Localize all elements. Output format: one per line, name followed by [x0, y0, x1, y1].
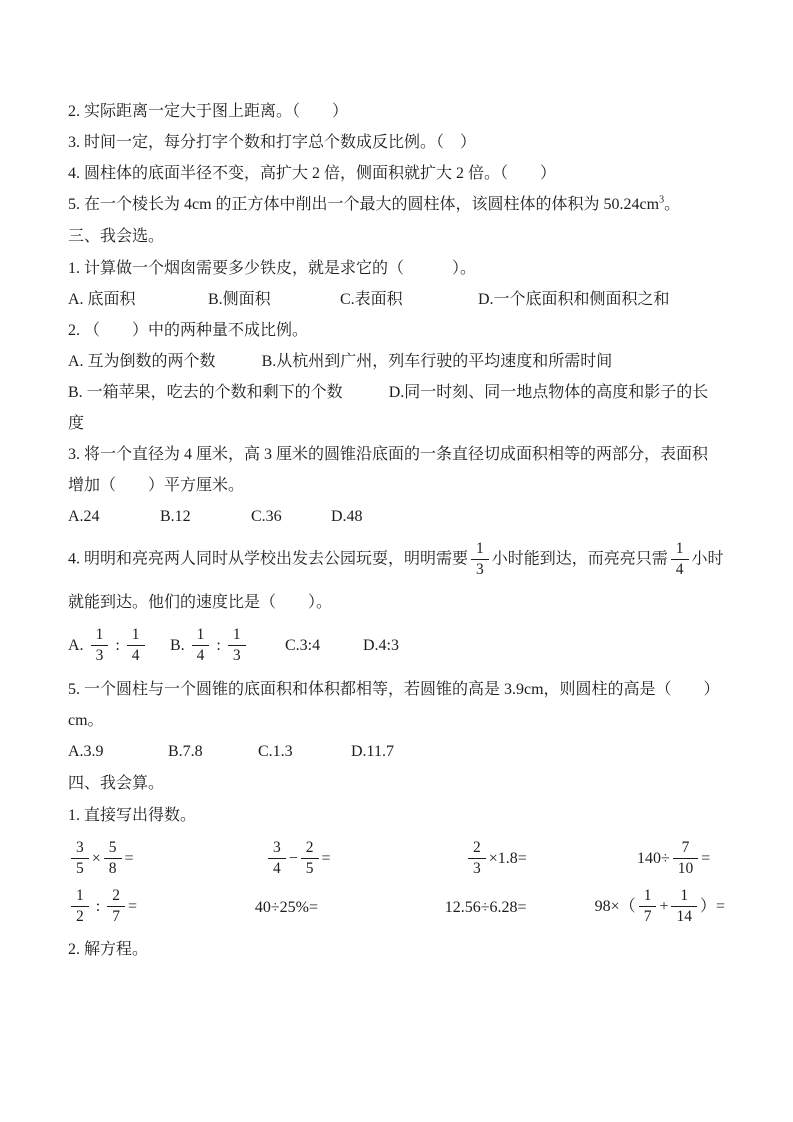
text-run: ）=: [699, 897, 725, 915]
text-run: −: [288, 849, 298, 867]
text-run: =: [321, 849, 331, 867]
s3-q2-options-line1: [68, 346, 725, 377]
option-d: D.11.7: [351, 742, 394, 760]
text-run: :: [91, 897, 105, 915]
s3-q2-options-line3: 度: [68, 415, 85, 432]
option-b: B.7.8: [168, 742, 203, 760]
s3-q5-options: [68, 736, 725, 767]
s4-task1-label: 1. 直接写出得数。: [68, 806, 197, 824]
s3-q1-text: 1. 计算做一个烟囱需要多少铁皮，就是求它的（ ）。: [68, 260, 477, 277]
option-b: B.侧面积: [208, 291, 271, 308]
fraction: $\frac{1}{14}$: [671, 886, 697, 927]
fraction: $\frac{1}{3}$: [91, 625, 109, 666]
text-run: 。: [664, 196, 681, 213]
text-run: :: [212, 637, 225, 655]
fraction: $\frac{1}{3}$: [471, 539, 489, 580]
s3-q2-text: 2. （ ）中的两种量不成比例。: [68, 322, 309, 339]
s3-q5-line1: 5. 一个圆柱与一个圆锥的底面积和体积都相等，若圆锥的高是 3.9cm，则圆柱的高是（ ）: [68, 680, 720, 698]
s3-q2-options-line2: [68, 377, 725, 408]
option-a: A. 底面积: [68, 291, 136, 308]
s4-task2-label: 2. 解方程。: [68, 941, 149, 959]
fraction: $\frac{1}{4}$: [192, 625, 210, 666]
option-a: A.24: [68, 508, 100, 525]
s4-calc-row2: [68, 886, 725, 927]
fraction: $\frac{3}{4}$: [268, 838, 286, 879]
fraction: $\frac{1}{3}$: [228, 625, 246, 666]
judge-item-5: [68, 189, 725, 220]
expression-6: [255, 891, 445, 923]
s3-q1-options: [68, 284, 725, 315]
fraction: $\frac{1}{7}$: [639, 886, 657, 927]
option-c: C.表面积: [340, 291, 403, 308]
fraction: $\frac{3}{5}$: [71, 838, 89, 879]
text-run: 小时能到达，而亮亮只需: [491, 550, 668, 568]
s3-q4-line2: 就能到达。他们的速度比是（ ）。: [68, 594, 333, 612]
section4-heading: 四、我会算。: [68, 774, 165, 792]
fraction: $\frac{2}{5}$: [301, 838, 319, 879]
text-run: B.从杭州到广州，列车行驶的平均速度和所需时间: [261, 353, 613, 370]
text-run: 98×（: [594, 897, 636, 915]
s3-q4-line1: [68, 539, 725, 580]
text-run: 小时: [691, 550, 724, 568]
text-run: 4. 明明和亮亮两人同时从学校出发去公园玩耍，明明需要: [68, 550, 469, 568]
expression-3: [465, 838, 637, 879]
s3-q5-line2: cm。: [68, 711, 104, 729]
judge-item-4: 4. 圆柱体的底面半径不变，高扩大 2 倍，侧面积就扩大 2 倍。（ ）: [68, 165, 557, 182]
fraction: $\frac{2}{3}$: [468, 838, 486, 879]
option-b: B.12: [160, 508, 191, 525]
text-run: =: [127, 897, 137, 915]
option-a: A.3.9: [68, 742, 104, 760]
text-run: A.: [68, 637, 88, 655]
s3-q3-line1: 3. 将一个直径为 4 厘米，高 3 厘米的圆锥沿底面的一条直径切成面积相等的两部分，表面积: [68, 446, 709, 463]
text-run: A. 互为倒数的两个数: [68, 353, 216, 370]
option-c: C.3:4: [285, 637, 321, 655]
s3-q3-line2: 增加（ ）平方厘米。: [68, 477, 245, 494]
expression-5: [68, 886, 255, 927]
expression-4: [637, 838, 710, 879]
fraction: $\frac{5}{8}$: [104, 838, 122, 879]
expression-1: [68, 838, 265, 879]
text-run: :: [111, 637, 124, 655]
text-run: 40÷25%=: [254, 898, 319, 916]
text-run: ×: [91, 849, 101, 867]
option-b: [170, 625, 285, 666]
expression-7: [445, 891, 595, 923]
superscript: 3: [659, 194, 665, 206]
fraction: $\frac{1}{2}$: [71, 886, 89, 927]
s3-q4-options: [68, 625, 725, 666]
option-c: C.36: [251, 508, 282, 525]
fraction: $\frac{7}{10}$: [673, 838, 699, 879]
text-run: B.: [170, 637, 189, 655]
text-run: 12.56÷6.28=: [444, 898, 527, 916]
option-c: C.1.3: [258, 742, 293, 760]
option-d: D.一个底面积和侧面积之和: [478, 291, 670, 308]
fraction: $\frac{2}{7}$: [107, 886, 125, 927]
text-run: 140÷: [637, 849, 670, 867]
text-run: +: [659, 897, 669, 915]
text-run: =: [124, 849, 134, 867]
s3-q3-options: [68, 501, 725, 532]
text-run: D.同一时刻、同一地点物体的高度和影子的长: [388, 384, 709, 401]
fraction: $\frac{1}{4}$: [127, 625, 145, 666]
fraction: $\frac{1}{4}$: [671, 539, 689, 580]
s4-calc-row1: [68, 838, 725, 879]
text-run: ×1.8=: [488, 849, 527, 867]
option-d: D.48: [331, 508, 363, 525]
expression-8: [595, 886, 725, 927]
expression-2: [265, 838, 465, 879]
text-run: =: [701, 849, 711, 867]
text-run: 5. 在一个棱长为 4cm 的正方体中削出一个最大的圆柱体，该圆柱体的体积为 50.24cm: [68, 196, 660, 213]
option-a: [68, 625, 170, 666]
judge-item-2: 2. 实际距离一定大于图上距离。（ ）: [68, 103, 349, 120]
judge-item-3: 3. 时间一定，每分打字个数和打字总个数成反比例。（ ）: [68, 134, 477, 151]
section3-heading: 三、我会选。: [68, 228, 165, 245]
text-run: B. 一箱苹果，吃去的个数和剩下的个数: [68, 384, 343, 401]
option-d: D.4:3: [363, 637, 399, 655]
